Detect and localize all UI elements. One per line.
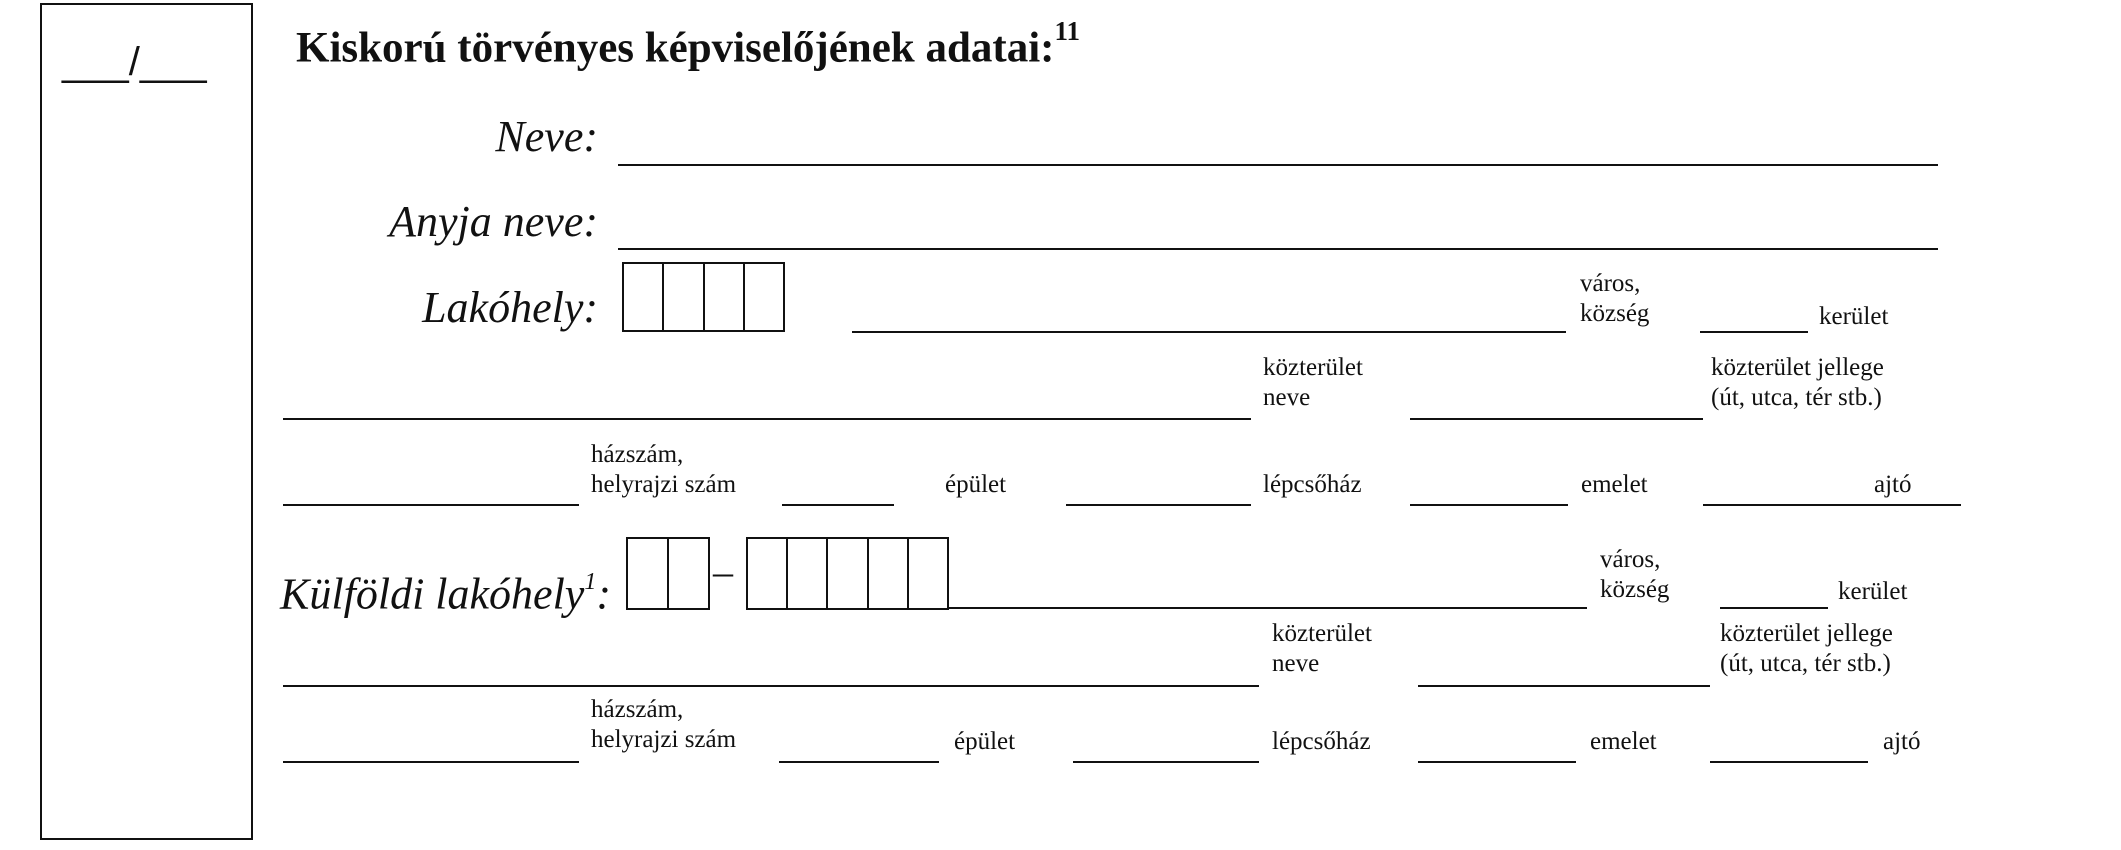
- street-type-label-line1: közterület jellege: [1711, 354, 1884, 381]
- residence-label: Lakóhely:: [422, 283, 598, 332]
- foreign-residence-colon: :: [596, 569, 611, 619]
- section-title-text: Kiskorú törvényes képviselőjének adatai:: [296, 24, 1055, 72]
- foreign-city-label: [1600, 545, 1669, 605]
- postal-digit-box[interactable]: [703, 264, 743, 330]
- city-field[interactable]: [852, 331, 1566, 333]
- foreign-building-field[interactable]: [779, 761, 939, 763]
- foreign-street-type-label: [1720, 619, 1893, 679]
- foreign-floor-label: emelet: [1590, 728, 1657, 755]
- house-number-label-line1: házszám,: [591, 441, 684, 468]
- postal-code-boxes[interactable]: [622, 262, 785, 332]
- section-title: [296, 16, 1080, 72]
- foreign-postal-digit-box[interactable]: [826, 539, 866, 608]
- foreign-house-number-label: [591, 695, 736, 755]
- title-footnote-marker: 11: [1054, 16, 1080, 46]
- foreign-postal-digit-box[interactable]: [907, 539, 947, 608]
- staircase-label: lépcsőház: [1263, 471, 1362, 498]
- foreign-district-field[interactable]: [1720, 607, 1828, 609]
- margin-box: [40, 3, 253, 840]
- foreign-street-type-label-line1: közterület jellege: [1720, 620, 1893, 647]
- street-name-label: [1263, 353, 1363, 413]
- foreign-street-type-label-line2: (út, utca, tér stb.): [1720, 650, 1891, 677]
- foreign-street-name-label: [1272, 619, 1372, 679]
- name-field[interactable]: [618, 164, 1938, 166]
- staircase-field[interactable]: [1066, 504, 1251, 506]
- foreign-postal-code-boxes[interactable]: [746, 537, 949, 610]
- street-name-label-line1: közterület: [1263, 354, 1363, 381]
- foreign-city-field[interactable]: [949, 607, 1587, 609]
- foreign-floor-field[interactable]: [1418, 761, 1576, 763]
- building-field[interactable]: [782, 504, 894, 506]
- district-field[interactable]: [1700, 331, 1808, 333]
- street-type-label: [1711, 353, 1884, 413]
- building-label: épület: [945, 471, 1007, 498]
- street-type-label-line2: (út, utca, tér stb.): [1711, 384, 1882, 411]
- foreign-city-label-line2: község: [1600, 576, 1670, 603]
- foreign-staircase-label: lépcsőház: [1272, 728, 1371, 755]
- mother-name-label: Anyja neve:: [389, 197, 598, 246]
- house-number-field[interactable]: [283, 504, 579, 506]
- foreign-postal-digit-box[interactable]: [867, 539, 907, 608]
- foreign-district-label: kerület: [1838, 578, 1908, 605]
- door-label: ajtó: [1874, 471, 1912, 498]
- street-type-field[interactable]: [1410, 418, 1703, 420]
- house-number-label-line2: helyrajzi szám: [591, 471, 737, 498]
- foreign-street-name-label-line2: neve: [1272, 650, 1320, 677]
- door-field[interactable]: [1703, 504, 1961, 506]
- city-label-line1: város,: [1580, 270, 1641, 297]
- foreign-staircase-field[interactable]: [1073, 761, 1259, 763]
- house-number-label: [591, 440, 736, 500]
- foreign-residence-label: [280, 561, 611, 620]
- foreign-street-name-field[interactable]: [283, 685, 1259, 687]
- district-label: kerület: [1819, 303, 1889, 330]
- foreign-door-field[interactable]: [1710, 761, 1868, 763]
- country-code-boxes[interactable]: [626, 537, 710, 610]
- city-label: [1580, 269, 1649, 329]
- city-label-line2: község: [1580, 300, 1650, 327]
- page-counter: ___/___: [62, 40, 207, 84]
- foreign-house-number-label-line1: házszám,: [591, 696, 684, 723]
- foreign-postal-digit-box[interactable]: [748, 539, 786, 608]
- postal-digit-box[interactable]: [743, 264, 783, 330]
- foreign-footnote-marker: 1: [584, 569, 597, 595]
- foreign-house-number-label-line2: helyrajzi szám: [591, 726, 737, 753]
- postal-digit-box[interactable]: [624, 264, 662, 330]
- floor-label: emelet: [1581, 471, 1648, 498]
- foreign-residence-label-text: Külföldi lakóhely: [280, 569, 585, 619]
- foreign-door-label: ajtó: [1883, 728, 1921, 755]
- country-digit-box[interactable]: [667, 539, 708, 608]
- foreign-house-number-field[interactable]: [283, 761, 579, 763]
- foreign-city-label-line1: város,: [1600, 546, 1661, 573]
- code-dash: –: [713, 549, 733, 594]
- country-digit-box[interactable]: [628, 539, 667, 608]
- mother-name-field[interactable]: [618, 248, 1938, 250]
- foreign-street-type-field[interactable]: [1418, 685, 1710, 687]
- foreign-postal-digit-box[interactable]: [786, 539, 826, 608]
- foreign-street-name-label-line1: közterület: [1272, 620, 1372, 647]
- name-label: Neve:: [495, 112, 598, 161]
- street-name-label-line2: neve: [1263, 384, 1311, 411]
- foreign-building-label: épület: [954, 728, 1016, 755]
- street-name-field[interactable]: [283, 418, 1251, 420]
- floor-field[interactable]: [1410, 504, 1568, 506]
- postal-digit-box[interactable]: [662, 264, 702, 330]
